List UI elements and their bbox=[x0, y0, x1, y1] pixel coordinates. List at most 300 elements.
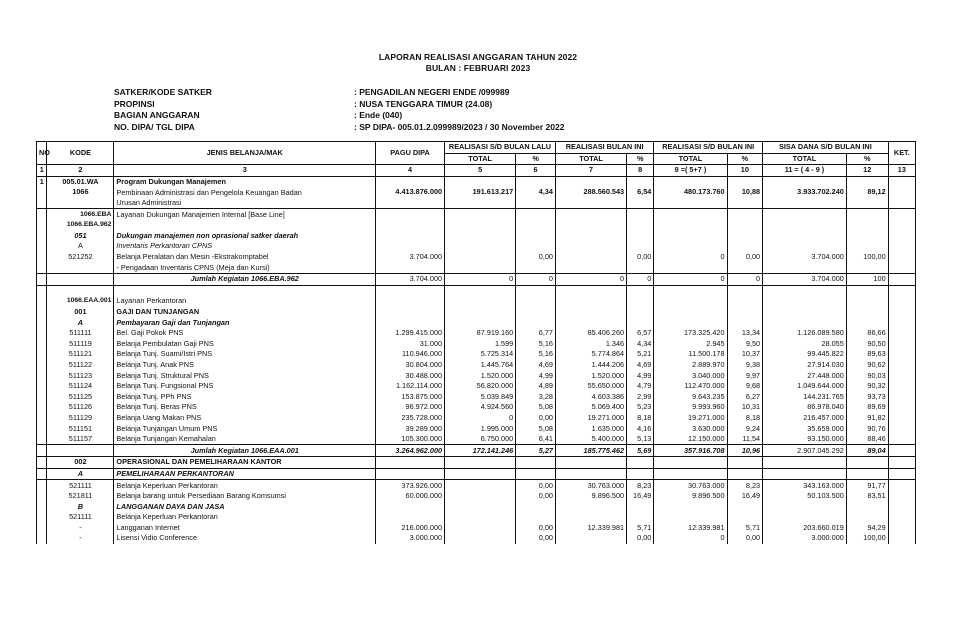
row-kode: 511126 bbox=[47, 402, 114, 413]
row-jenis bbox=[114, 220, 376, 231]
row-ket bbox=[888, 491, 915, 502]
row-realisasi-ini-total: 288.560.543 bbox=[555, 187, 626, 209]
meta-row bbox=[114, 87, 509, 97]
row-jenis: Program Dukungan Manajemen bbox=[114, 176, 376, 187]
row-realisasi-ini-pct bbox=[627, 209, 654, 220]
row-realisasi-ini-total bbox=[555, 457, 626, 469]
row-realisasi-sd-ini-pct: 0,00 bbox=[727, 533, 763, 544]
meta-value: : NUSA TENGGARA TIMUR (24.08) bbox=[354, 98, 493, 109]
row-pagu bbox=[376, 285, 445, 296]
row-realisasi-lalu-total: 0 bbox=[445, 273, 516, 285]
row-realisasi-lalu-total bbox=[445, 457, 516, 469]
row-realisasi-sd-ini-pct: 5,71 bbox=[727, 523, 763, 534]
row-pagu: 39.289.000 bbox=[376, 423, 445, 434]
row-ket bbox=[888, 220, 915, 231]
row-kode: A bbox=[47, 317, 114, 328]
row-sisa-dana-total: 86.978.040 bbox=[763, 402, 847, 413]
row-ket bbox=[888, 349, 915, 360]
table-row bbox=[37, 402, 916, 413]
budget-table bbox=[36, 141, 916, 544]
column-number: 4 bbox=[376, 165, 445, 177]
meta-row bbox=[114, 99, 492, 109]
row-kode bbox=[47, 285, 114, 296]
col-jenis: JENIS BELANJA/MAK bbox=[114, 142, 376, 165]
row-realisasi-ini-total: 1.635.000 bbox=[555, 423, 626, 434]
row-sisa-dana-total: 27.448.000 bbox=[763, 370, 847, 381]
row-kode: 511129 bbox=[47, 413, 114, 424]
row-realisasi-ini-total: 5.069.400 bbox=[555, 402, 626, 413]
column-number: 8 bbox=[627, 165, 654, 177]
row-realisasi-sd-ini-pct bbox=[727, 307, 763, 318]
row-ket bbox=[888, 391, 915, 402]
row-sisa-dana-total bbox=[763, 241, 847, 252]
table-row bbox=[37, 349, 916, 360]
row-realisasi-ini-total: 1.520.000 bbox=[555, 370, 626, 381]
row-no bbox=[37, 187, 47, 209]
table-row bbox=[37, 296, 916, 307]
row-no bbox=[37, 523, 47, 534]
row-sisa-dana-pct: 100,00 bbox=[846, 252, 888, 263]
row-pagu bbox=[376, 296, 445, 307]
row-realisasi-ini-pct bbox=[627, 262, 654, 273]
row-realisasi-lalu-pct bbox=[516, 209, 556, 220]
table-row bbox=[37, 523, 916, 534]
col-total: TOTAL bbox=[763, 153, 847, 165]
row-realisasi-sd-ini-pct bbox=[727, 220, 763, 231]
table-row bbox=[37, 176, 916, 187]
row-realisasi-lalu-total bbox=[445, 209, 516, 220]
row-realisasi-ini-total bbox=[555, 252, 626, 263]
row-sisa-dana-pct bbox=[846, 220, 888, 231]
row-realisasi-sd-ini-total bbox=[654, 220, 727, 231]
row-realisasi-lalu-pct: 4,89 bbox=[516, 381, 556, 392]
row-realisasi-lalu-total: 5.725.314 bbox=[445, 349, 516, 360]
row-realisasi-lalu-total: 5.039.849 bbox=[445, 391, 516, 402]
row-pagu: 235.728.000 bbox=[376, 413, 445, 424]
row-realisasi-lalu-total bbox=[445, 480, 516, 491]
row-realisasi-lalu-pct bbox=[516, 231, 556, 242]
table-row bbox=[37, 285, 916, 296]
row-kode: 511151 bbox=[47, 423, 114, 434]
row-pagu: 1.162.114.000 bbox=[376, 381, 445, 392]
row-sisa-dana-total: 144.231.765 bbox=[763, 391, 847, 402]
meta-row bbox=[114, 110, 402, 120]
row-kode: 521252 bbox=[47, 252, 114, 263]
row-realisasi-sd-ini-pct bbox=[727, 285, 763, 296]
row-realisasi-lalu-pct: 0,00 bbox=[516, 533, 556, 544]
row-realisasi-sd-ini-total bbox=[654, 468, 727, 480]
row-no bbox=[37, 209, 47, 220]
row-realisasi-ini-total: 9.896.500 bbox=[555, 491, 626, 502]
row-kode: 511124 bbox=[47, 381, 114, 392]
row-jenis: Belanja Tunj. Beras PNS bbox=[114, 402, 376, 413]
row-realisasi-ini-total: 1.346 bbox=[555, 339, 626, 350]
row-sisa-dana-pct: 90,32 bbox=[846, 381, 888, 392]
row-sisa-dana-pct bbox=[846, 285, 888, 296]
row-sisa-dana-total bbox=[763, 231, 847, 242]
row-realisasi-lalu-pct bbox=[516, 307, 556, 318]
row-realisasi-ini-pct: 0,00 bbox=[627, 252, 654, 263]
row-realisasi-ini-total bbox=[555, 176, 626, 187]
row-realisasi-ini-pct: 5,71 bbox=[627, 523, 654, 534]
row-jenis: PEMELIHARAAN PERKANTORAN bbox=[114, 468, 376, 480]
row-ket bbox=[888, 262, 915, 273]
row-pagu bbox=[376, 512, 445, 523]
row-realisasi-lalu-total: 1.995.000 bbox=[445, 423, 516, 434]
row-realisasi-lalu-pct bbox=[516, 501, 556, 512]
row-sisa-dana-pct bbox=[846, 231, 888, 242]
row-realisasi-ini-pct: 4,69 bbox=[627, 360, 654, 371]
row-jenis: Belanja Keperluan Perkantoran bbox=[114, 480, 376, 491]
row-kode: 511111 bbox=[47, 328, 114, 339]
row-realisasi-lalu-total: 1.445.764 bbox=[445, 360, 516, 371]
row-realisasi-ini-pct: 8,18 bbox=[627, 413, 654, 424]
row-realisasi-lalu-pct bbox=[516, 241, 556, 252]
row-sisa-dana-total bbox=[763, 307, 847, 318]
row-sisa-dana-total bbox=[763, 501, 847, 512]
row-no bbox=[37, 370, 47, 381]
row-ket bbox=[888, 533, 915, 544]
row-pagu: 3.704.000 bbox=[376, 252, 445, 263]
col-group-realisasi-lalu: REALISASI S/D BULAN LALU bbox=[445, 142, 556, 154]
row-sisa-dana-pct bbox=[846, 501, 888, 512]
row-ket bbox=[888, 402, 915, 413]
table-row bbox=[37, 491, 916, 502]
row-realisasi-lalu-pct: 4,99 bbox=[516, 370, 556, 381]
row-pagu bbox=[376, 317, 445, 328]
row-realisasi-lalu-pct: 5,08 bbox=[516, 402, 556, 413]
row-jenis: Belanja Pembulatan Gaji PNS bbox=[114, 339, 376, 350]
row-realisasi-sd-ini-pct bbox=[727, 296, 763, 307]
row-realisasi-sd-ini-total: 9.896.500 bbox=[654, 491, 727, 502]
meta-label: PROPINSI bbox=[114, 98, 155, 109]
row-no bbox=[37, 328, 47, 339]
row-realisasi-lalu-pct bbox=[516, 176, 556, 187]
row-pagu: 373.926.000 bbox=[376, 480, 445, 491]
row-realisasi-lalu-total: 6.750.000 bbox=[445, 434, 516, 445]
row-realisasi-ini-total bbox=[555, 262, 626, 273]
row-no bbox=[37, 413, 47, 424]
row-realisasi-ini-pct bbox=[627, 501, 654, 512]
row-realisasi-sd-ini-pct: 9,24 bbox=[727, 423, 763, 434]
row-realisasi-sd-ini-total: 9.993.960 bbox=[654, 402, 727, 413]
row-ket bbox=[888, 434, 915, 445]
row-no bbox=[37, 512, 47, 523]
row-sisa-dana-total: 28.055 bbox=[763, 339, 847, 350]
row-ket bbox=[888, 501, 915, 512]
row-realisasi-lalu-pct: 5,08 bbox=[516, 423, 556, 434]
row-no bbox=[37, 241, 47, 252]
row-kode: 511123 bbox=[47, 370, 114, 381]
row-realisasi-sd-ini-total: 357.916.708 bbox=[654, 445, 727, 457]
row-kode bbox=[47, 445, 114, 457]
row-sisa-dana-total bbox=[763, 457, 847, 469]
row-ket bbox=[888, 273, 915, 285]
column-number: 2 bbox=[47, 165, 114, 177]
table-row bbox=[37, 187, 916, 209]
row-ket bbox=[888, 413, 915, 424]
row-realisasi-lalu-pct: 4,34 bbox=[516, 187, 556, 209]
row-realisasi-ini-pct bbox=[627, 176, 654, 187]
row-sisa-dana-pct bbox=[846, 317, 888, 328]
row-realisasi-lalu-pct bbox=[516, 512, 556, 523]
row-realisasi-sd-ini-total bbox=[654, 209, 727, 220]
row-realisasi-lalu-total bbox=[445, 533, 516, 544]
row-realisasi-lalu-total bbox=[445, 285, 516, 296]
row-sisa-dana-pct: 100,00 bbox=[846, 533, 888, 544]
row-realisasi-sd-ini-pct: 9,38 bbox=[727, 360, 763, 371]
row-realisasi-lalu-total bbox=[445, 220, 516, 231]
row-realisasi-sd-ini-pct bbox=[727, 468, 763, 480]
row-no bbox=[37, 381, 47, 392]
meta-value: : SP DIPA- 005.01.2.099989/2023 / 30 November 2022 bbox=[354, 121, 565, 132]
row-realisasi-lalu-total: 0 bbox=[445, 413, 516, 424]
row-kode: 1066.EBA bbox=[47, 209, 114, 220]
row-no bbox=[37, 434, 47, 445]
row-realisasi-sd-ini-pct: 13,34 bbox=[727, 328, 763, 339]
column-number: 7 bbox=[555, 165, 626, 177]
row-realisasi-sd-ini-total bbox=[654, 262, 727, 273]
row-sisa-dana-total bbox=[763, 262, 847, 273]
row-realisasi-sd-ini-total: 2.889.970 bbox=[654, 360, 727, 371]
row-no bbox=[37, 445, 47, 457]
row-sisa-dana-pct bbox=[846, 209, 888, 220]
row-realisasi-ini-pct bbox=[627, 285, 654, 296]
row-pagu bbox=[376, 457, 445, 469]
row-realisasi-ini-pct bbox=[627, 296, 654, 307]
row-realisasi-sd-ini-pct bbox=[727, 317, 763, 328]
row-ket bbox=[888, 339, 915, 350]
row-kode: 511119 bbox=[47, 339, 114, 350]
row-jenis: Pembayaran Gaji dan Tunjangan bbox=[114, 317, 376, 328]
row-kode bbox=[47, 273, 114, 285]
row-jenis: - Pengadaan Inventaris CPNS (Meja dan Kursi) bbox=[114, 262, 376, 273]
row-sisa-dana-total bbox=[763, 512, 847, 523]
row-kode: 1066.EAA.001 bbox=[47, 296, 114, 307]
row-realisasi-lalu-total bbox=[445, 317, 516, 328]
row-realisasi-ini-total bbox=[555, 533, 626, 544]
row-realisasi-lalu-total: 4.924.560 bbox=[445, 402, 516, 413]
row-kode: 001 bbox=[47, 307, 114, 318]
table-row bbox=[37, 413, 916, 424]
row-realisasi-lalu-pct: 0 bbox=[516, 273, 556, 285]
row-jenis: Layanan Perkantoran bbox=[114, 296, 376, 307]
table-row bbox=[37, 328, 916, 339]
row-realisasi-sd-ini-pct: 16,49 bbox=[727, 491, 763, 502]
row-realisasi-lalu-total bbox=[445, 241, 516, 252]
row-realisasi-ini-total bbox=[555, 317, 626, 328]
row-no bbox=[37, 468, 47, 480]
row-jenis: Dukungan manajemen non oprasional satker daerah bbox=[114, 231, 376, 242]
table-row bbox=[37, 457, 916, 469]
row-realisasi-lalu-total bbox=[445, 468, 516, 480]
row-ket bbox=[888, 241, 915, 252]
row-kode: - bbox=[47, 533, 114, 544]
row-realisasi-sd-ini-total: 480.173.760 bbox=[654, 187, 727, 209]
col-total: TOTAL bbox=[654, 153, 727, 165]
row-realisasi-sd-ini-total: 11.500.178 bbox=[654, 349, 727, 360]
column-number: 3 bbox=[114, 165, 376, 177]
row-pagu bbox=[376, 307, 445, 318]
row-realisasi-sd-ini-total: 173.325.420 bbox=[654, 328, 727, 339]
row-realisasi-sd-ini-pct bbox=[727, 262, 763, 273]
row-realisasi-lalu-total: 1.599 bbox=[445, 339, 516, 350]
row-realisasi-sd-ini-pct bbox=[727, 176, 763, 187]
row-realisasi-lalu-pct: 0,00 bbox=[516, 491, 556, 502]
row-realisasi-lalu-pct: 5,16 bbox=[516, 339, 556, 350]
row-realisasi-sd-ini-total: 19.271.000 bbox=[654, 413, 727, 424]
row-sisa-dana-total: 3.000.000 bbox=[763, 533, 847, 544]
row-kode: A bbox=[47, 241, 114, 252]
row-realisasi-ini-total: 12.339.981 bbox=[555, 523, 626, 534]
table-row bbox=[37, 241, 916, 252]
row-pagu: 105.300.000 bbox=[376, 434, 445, 445]
row-ket bbox=[888, 370, 915, 381]
row-jenis: Belanja Tunj. Struktural PNS bbox=[114, 370, 376, 381]
row-realisasi-sd-ini-pct bbox=[727, 241, 763, 252]
row-sisa-dana-total bbox=[763, 468, 847, 480]
row-no bbox=[37, 349, 47, 360]
meta-value: : Ende (040) bbox=[354, 110, 403, 120]
row-realisasi-lalu-total bbox=[445, 262, 516, 273]
table-row bbox=[37, 370, 916, 381]
row-ket bbox=[888, 252, 915, 263]
row-realisasi-lalu-total bbox=[445, 501, 516, 512]
row-realisasi-ini-pct bbox=[627, 231, 654, 242]
report-title: LAPORAN REALISASI ANGGARAN TAHUN 2022 bbox=[378, 52, 578, 62]
meta-row bbox=[114, 122, 564, 132]
row-realisasi-sd-ini-pct: 10,88 bbox=[727, 187, 763, 209]
row-kode: 511157 bbox=[47, 434, 114, 445]
row-jenis bbox=[114, 187, 376, 209]
table-row bbox=[37, 480, 916, 491]
row-sisa-dana-pct: 89,69 bbox=[846, 402, 888, 413]
row-realisasi-sd-ini-total bbox=[654, 231, 727, 242]
row-realisasi-lalu-total bbox=[445, 231, 516, 242]
row-realisasi-sd-ini-total bbox=[654, 296, 727, 307]
row-realisasi-ini-pct: 4,34 bbox=[627, 339, 654, 350]
row-realisasi-sd-ini-pct: 9,68 bbox=[727, 381, 763, 392]
row-ket bbox=[888, 296, 915, 307]
row-realisasi-ini-pct bbox=[627, 512, 654, 523]
row-realisasi-lalu-total bbox=[445, 176, 516, 187]
row-sisa-dana-pct: 90,03 bbox=[846, 370, 888, 381]
row-no bbox=[37, 423, 47, 434]
row-no bbox=[37, 339, 47, 350]
row-pagu: 3.264.962.000 bbox=[376, 445, 445, 457]
row-jenis: Belanja Tunjangan Umum PNS bbox=[114, 423, 376, 434]
row-no bbox=[37, 491, 47, 502]
row-realisasi-sd-ini-total: 9.643.235 bbox=[654, 391, 727, 402]
row-realisasi-ini-pct: 4,16 bbox=[627, 423, 654, 434]
row-no bbox=[37, 262, 47, 273]
row-realisasi-ini-pct bbox=[627, 468, 654, 480]
row-kode: 521811 bbox=[47, 491, 114, 502]
table-row bbox=[37, 501, 916, 512]
col-total: TOTAL bbox=[445, 153, 516, 165]
table-row bbox=[37, 252, 916, 263]
row-kode: 521111 bbox=[47, 480, 114, 491]
row-sisa-dana-total bbox=[763, 285, 847, 296]
row-realisasi-sd-ini-total: 12.150.000 bbox=[654, 434, 727, 445]
row-realisasi-ini-total: 0 bbox=[555, 273, 626, 285]
table-row bbox=[37, 391, 916, 402]
row-realisasi-sd-ini-total bbox=[654, 307, 727, 318]
row-realisasi-sd-ini-pct: 9,50 bbox=[727, 339, 763, 350]
row-realisasi-sd-ini-total: 12.339.981 bbox=[654, 523, 727, 534]
meta-label: NO. DIPA/ TGL DIPA bbox=[114, 121, 195, 132]
row-jenis: Jumlah Kegiatan 1066.EAA.001 bbox=[114, 445, 376, 457]
row-realisasi-ini-total: 55.650.000 bbox=[555, 381, 626, 392]
row-no bbox=[37, 457, 47, 469]
row-sisa-dana-total: 3.933.702.240 bbox=[763, 187, 847, 209]
row-realisasi-sd-ini-total: 3.040.000 bbox=[654, 370, 727, 381]
row-ket bbox=[888, 512, 915, 523]
col-group-realisasi-sd-ini: REALISASI S/D BULAN INI bbox=[654, 142, 763, 154]
row-realisasi-ini-pct: 5,69 bbox=[627, 445, 654, 457]
row-sisa-dana-pct: 89,04 bbox=[846, 445, 888, 457]
row-realisasi-lalu-total bbox=[445, 523, 516, 534]
row-sisa-dana-pct: 86,66 bbox=[846, 328, 888, 339]
row-sisa-dana-pct: 83,51 bbox=[846, 491, 888, 502]
row-kode: 051 bbox=[47, 231, 114, 242]
row-pagu: 1.299.415.000 bbox=[376, 328, 445, 339]
row-pagu: 110.946.000 bbox=[376, 349, 445, 360]
row-ket bbox=[888, 328, 915, 339]
row-sisa-dana-pct: 90,76 bbox=[846, 423, 888, 434]
row-sisa-dana-pct bbox=[846, 307, 888, 318]
row-realisasi-lalu-total: 172.141.246 bbox=[445, 445, 516, 457]
row-ket bbox=[888, 468, 915, 480]
column-number: 9 =( 5+7 ) bbox=[654, 165, 727, 177]
row-sisa-dana-pct: 93,73 bbox=[846, 391, 888, 402]
row-realisasi-sd-ini-total: 112.470.000 bbox=[654, 381, 727, 392]
row-sisa-dana-pct: 90,62 bbox=[846, 360, 888, 371]
row-jenis: Belanja Tunj. Anak PNS bbox=[114, 360, 376, 371]
row-ket bbox=[888, 360, 915, 371]
row-no bbox=[37, 480, 47, 491]
row-sisa-dana-total: 93.150.000 bbox=[763, 434, 847, 445]
row-realisasi-lalu-pct: 6,41 bbox=[516, 434, 556, 445]
row-pagu: 216.000.000 bbox=[376, 523, 445, 534]
table-row bbox=[37, 445, 916, 457]
row-realisasi-sd-ini-total: 0 bbox=[654, 252, 727, 263]
row-no bbox=[37, 285, 47, 296]
row-realisasi-lalu-total: 87.919.160 bbox=[445, 328, 516, 339]
row-realisasi-ini-total: 1.444.206 bbox=[555, 360, 626, 371]
row-realisasi-lalu-pct: 5,27 bbox=[516, 445, 556, 457]
table-row bbox=[37, 209, 916, 220]
row-realisasi-ini-pct bbox=[627, 220, 654, 231]
row-kode: 1066 bbox=[47, 187, 114, 209]
row-realisasi-sd-ini-total: 0 bbox=[654, 273, 727, 285]
row-ket bbox=[888, 317, 915, 328]
row-no bbox=[37, 402, 47, 413]
row-realisasi-ini-total: 5.400.000 bbox=[555, 434, 626, 445]
row-realisasi-ini-total bbox=[555, 220, 626, 231]
row-no bbox=[37, 307, 47, 318]
row-sisa-dana-pct bbox=[846, 241, 888, 252]
row-pagu: 31.000 bbox=[376, 339, 445, 350]
row-pagu: 153.875.000 bbox=[376, 391, 445, 402]
row-sisa-dana-pct bbox=[846, 468, 888, 480]
column-number: 11 = ( 4 - 9 ) bbox=[763, 165, 847, 177]
row-jenis: Belanja Tunj. Fungsional PNS bbox=[114, 381, 376, 392]
column-number: 6 bbox=[516, 165, 556, 177]
row-realisasi-ini-total bbox=[555, 296, 626, 307]
row-realisasi-ini-pct: 6,57 bbox=[627, 328, 654, 339]
row-sisa-dana-pct: 100 bbox=[846, 273, 888, 285]
